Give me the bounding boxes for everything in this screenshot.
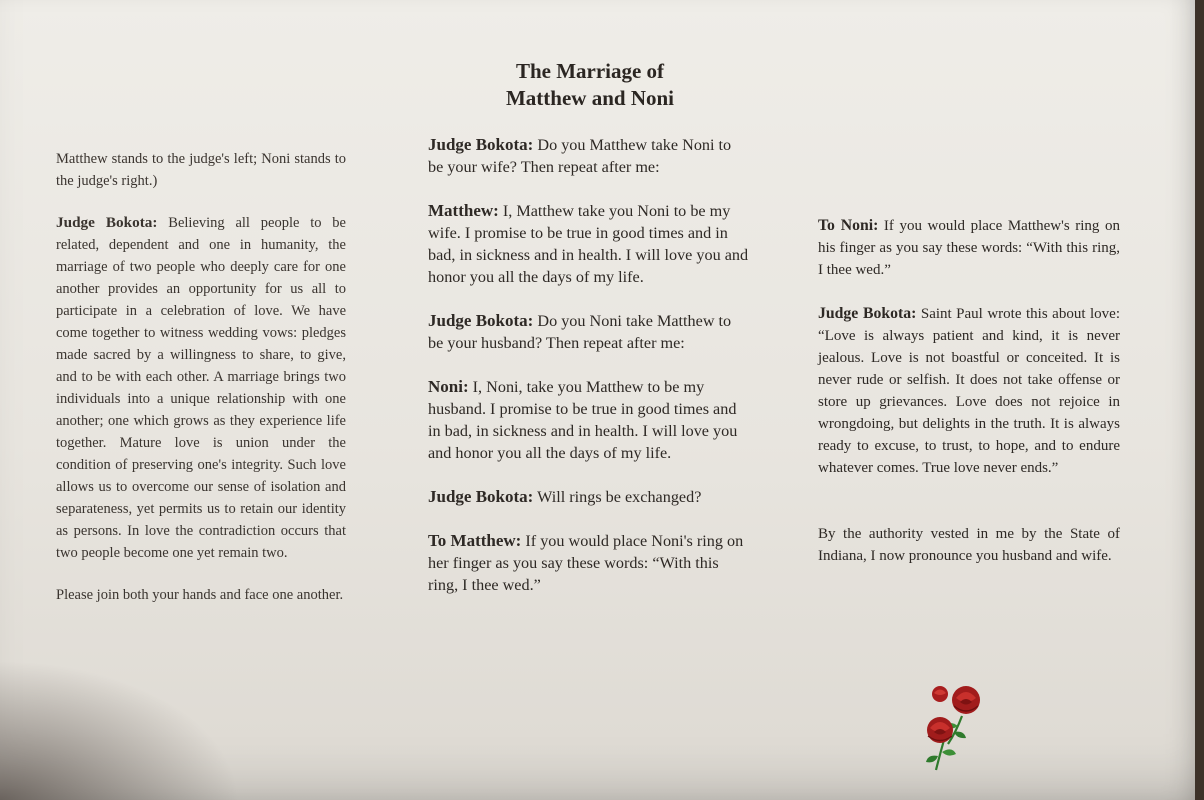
speaker-label: To Noni:: [818, 217, 879, 234]
vow-question-noni: [428, 310, 750, 354]
judge-opening-paragraph: [56, 212, 346, 564]
speaker-label: Judge Bokota:: [428, 311, 534, 330]
stage-direction: Matthew stands to the judge's left; Noni stands to the judge's right.): [56, 151, 346, 189]
paragraph-text: Saint Paul wrote this about love: “Love is always patient and kind, it is never jealous. Love is not boastful or conceited. It is never rude or selfish. It does not take offense or store up grievances. Love does not rejoice in wrongdoing, but delights in the truth. It is always ready to excuse, to trust, to hope, and to endure whatever comes. True love never ends.”: [818, 306, 1121, 476]
photo-shadow: [0, 660, 240, 800]
rose-icon: [918, 682, 990, 774]
left-column: [56, 148, 346, 626]
paragraph-text: Do you Matthew take Noni to be your wife? Then repeat after me:: [428, 136, 732, 176]
speaker-label: Judge Bokota:: [428, 487, 534, 506]
pronouncement: By the authority vested in me by the State of Indiana, I now pronounce you husband and wife.: [818, 526, 1120, 564]
paragraph-text: I, Matthew take you Noni to be my wife. I promise to be true in good times and in bad, in sickness and in health. I will love you and honor you all the days of my life.: [428, 202, 749, 286]
vow-noni: [428, 376, 750, 464]
speaker-label: Matthew:: [428, 201, 499, 220]
ring-instruction-matthew: [428, 530, 750, 596]
title-line-1: The Marriage of: [515, 59, 665, 83]
speaker-label: Judge Bokota:: [428, 135, 534, 154]
speaker-label: Judge Bokota:: [818, 305, 917, 322]
paragraph-text: If you would place Matthew's ring on his finger as you say these words: “With this ring, I thee wed.”: [818, 218, 1120, 278]
vow-question-matthew: [428, 134, 750, 178]
right-column: [818, 215, 1120, 589]
love-reading: [818, 303, 1120, 479]
rings-question: [428, 486, 750, 508]
title-line-2: Matthew and Noni: [505, 86, 674, 110]
middle-column: [428, 134, 750, 618]
paragraph-text: Believing all people to be related, dependent and one in humanity, the marriage of two people who deeply care for one another provides an opportunity for us all to participate in a celebration of love. We have come together to witness wedding vows: pledges made sacred by a willingness to share, to give, and to be with each other. A marriage brings two individuals into a unique relationship with one another; one which grows as they experience life together. Mature love is union under the condition of preserving one's integrity. Such love allows us to overcome our sense of isolation and separateness, yet permits us to retain our identity as persons. In love the contradiction occurs that two people become one yet remain two.: [56, 215, 346, 561]
paragraph-text: Will rings be exchanged?: [533, 488, 702, 506]
speaker-label: Noni:: [428, 377, 469, 396]
ring-instruction-noni: [818, 215, 1120, 281]
document-title: [440, 58, 740, 112]
paragraph-text: I, Noni, take you Matthew to be my husband. I promise to be true in good times and in bad, in sickness and in health. I will love you and honor you all the days of my life.: [428, 378, 738, 462]
paragraph-text: If you would place Noni's ring on her finger as you say these words: “With this ring, I thee wed.”: [428, 532, 744, 594]
paragraph-text: Do you Noni take Matthew to be your husband? Then repeat after me:: [428, 312, 732, 352]
vow-matthew: [428, 200, 750, 288]
speaker-label: Judge Bokota:: [56, 214, 158, 231]
join-hands-paragraph: Please join both your hands and face one another.: [56, 587, 344, 603]
speaker-label: To Matthew:: [428, 531, 522, 550]
